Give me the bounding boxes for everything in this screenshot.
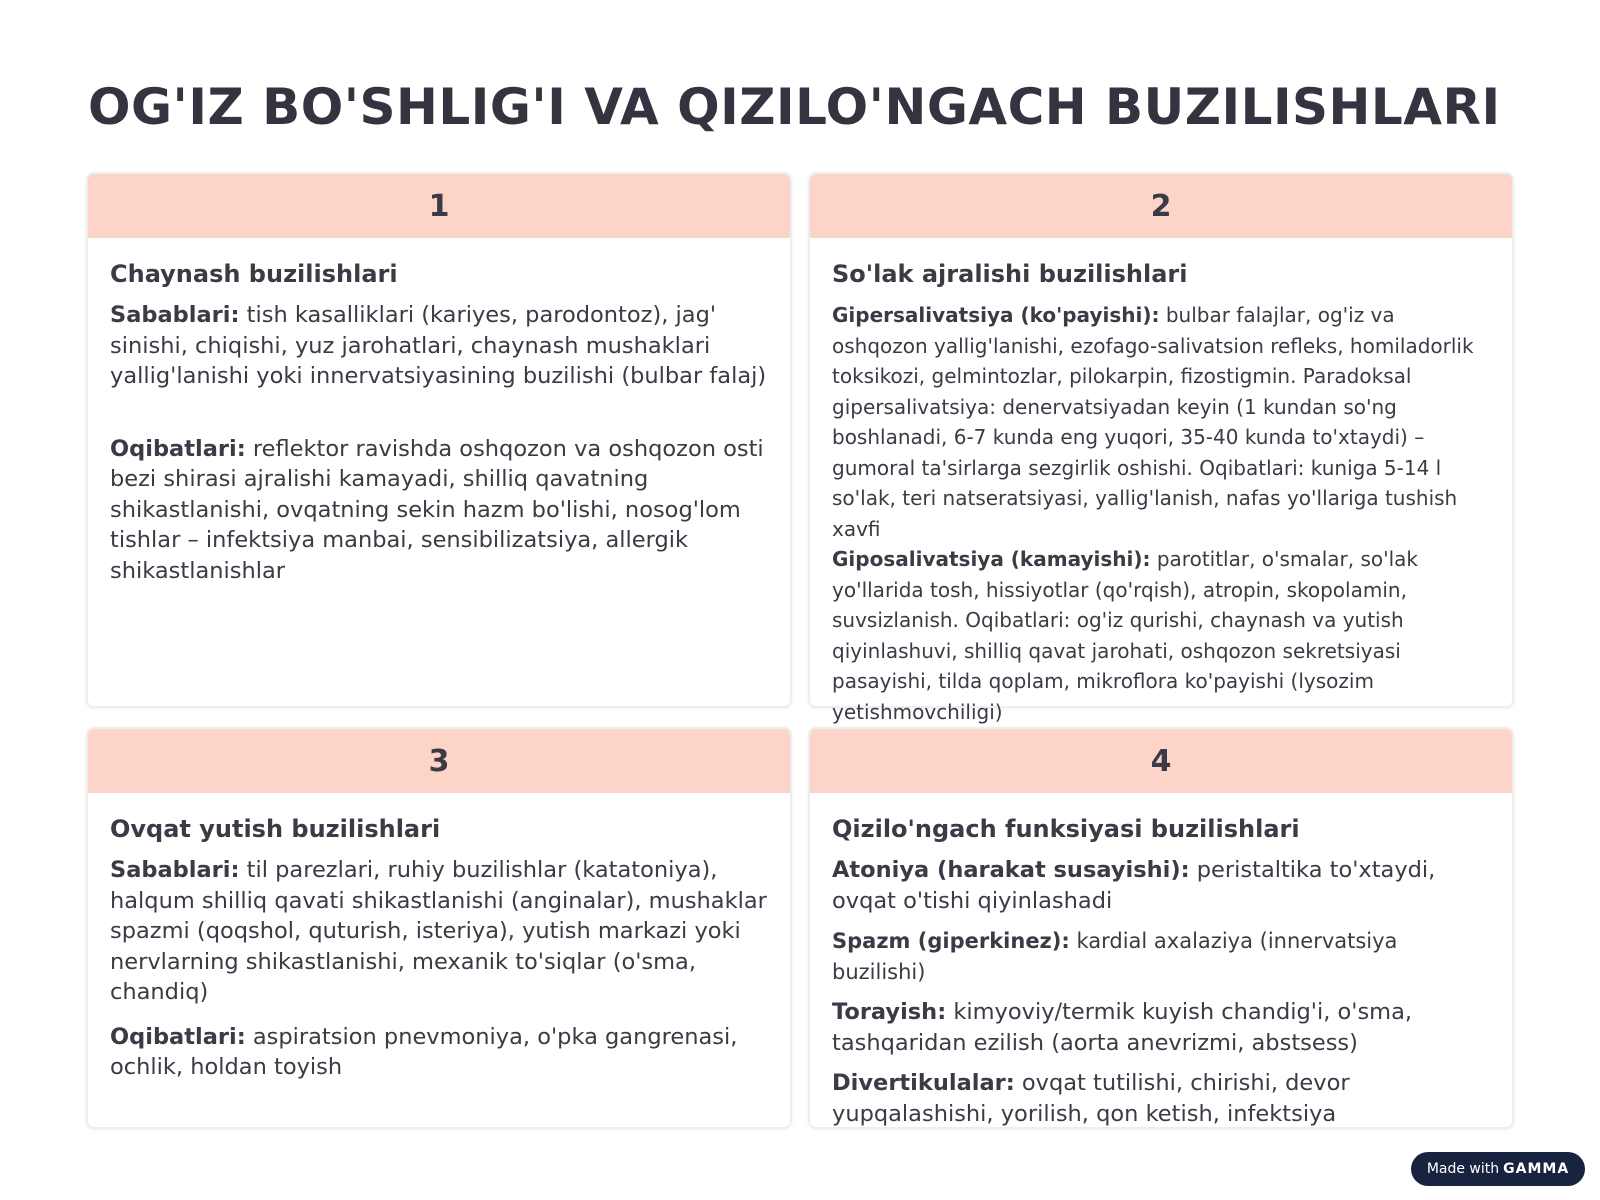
page-title: OG'IZ BO'SHLIG'I VA QIZILO'NGACH BUZILISHLARI: [88, 78, 1501, 136]
card-number: 2: [810, 174, 1512, 238]
card-heading: Ovqat yutish buzilishlari: [110, 815, 441, 843]
causes-label: Sabablari:: [110, 857, 240, 883]
card-3: [86, 727, 792, 1129]
card-2: [808, 172, 1514, 724]
card-body: [88, 238, 790, 586]
card-heading: Chaynash buzilishlari: [110, 260, 398, 288]
card-body: [810, 238, 1512, 727]
card-number: 4: [810, 729, 1512, 793]
card-number: 1: [88, 174, 790, 238]
badge-prefix: Made with: [1426, 1161, 1500, 1177]
card-body: [810, 793, 1512, 1129]
hyposalivation-paragraph: [832, 544, 1490, 727]
hyposalivation-label: Giposalivatsiya (kamayishi):: [832, 547, 1151, 571]
spasm-paragraph: [832, 926, 1490, 987]
diverticula-label: Divertikulalar:: [832, 1070, 1015, 1096]
causes-paragraph: [110, 300, 768, 392]
causes-text: tish kasalliklari (kariyes, parodontoz), jag' sinishi, chiqishi, yuz jarohatlari, chaynash mushaklari yallig'lanishi yoki innervatsiyasining buzilishi (bulbar falaj): [110, 302, 767, 389]
made-with-badge[interactable]: [1411, 1152, 1585, 1186]
diverticula-paragraph: [832, 1068, 1490, 1129]
stricture-label: Torayish:: [832, 999, 947, 1025]
gamma-logo: GAMMA: [1503, 1161, 1570, 1177]
hypersalivation-paragraph: [832, 300, 1490, 544]
consequences-paragraph: [110, 1022, 768, 1083]
hypersalivation-text: bulbar falajlar, og'iz va oshqozon yallig'lanishi, ezofago-salivatsion refleks, homiladorlik toksikozi, gelmintozlar, pilokarpin, fizostigmin. Paradoksal gipersalivatsiya: denervatsiyadan keyin (1 kundan so'ng boshlanadi, 6-7 kunda eng yuqori, 35-40 kunda to'xtaydi) – gumoral ta'sirlarga sezgirlik oshishi. Oqibatlari: kuniga 5-14 l so'lak, teri natseratsiyasi, yallig'lanish, nafas yo'llariga tushish xavfi: [832, 303, 1474, 541]
consequences-label: Oqibatlari:: [110, 1023, 246, 1050]
diverticula-text: ovqat tutilishi, chirishi, devor yupqalashishi, yorilish, qon ketish, infektsiya: [832, 1070, 1350, 1127]
card-4: [808, 727, 1514, 1129]
spasm-label: Spazm (giperkinez):: [832, 929, 1070, 953]
consequences-text: reflektor ravishda oshqozon va oshqozon osti bezi shirasi ajralishi kamayadi, shilliq qavatning shikastlanishi, ovqatning sekin hazm bo'lishi, nosog'lom tishlar – infektsiya manbai, sensibilizatsiya, allergik shikastlanishlar: [110, 435, 764, 584]
stricture-paragraph: [832, 997, 1490, 1058]
spasm-text: kardial axalaziya (innervatsiya buzilishi): [832, 929, 1398, 984]
hypersalivation-label: Gipersalivatsiya (ko'payishi):: [832, 303, 1160, 327]
card-heading: So'lak ajralishi buzilishlari: [832, 260, 1188, 288]
stricture-text: kimyoviy/termik kuyish chandig'i, o'sma, tashqaridan ezilish (aorta anevrizmi, abstsess): [832, 999, 1413, 1056]
consequences-paragraph: [110, 434, 768, 587]
causes-paragraph: [110, 855, 768, 1008]
consequences-label: Oqibatlari:: [110, 435, 246, 462]
card-heading: Qizilo'ngach funksiyasi buzilishlari: [832, 815, 1300, 843]
consequences-text: aspiratsion pnevmoniya, o'pka gangrenasi, ochlik, holdan toyish: [110, 1023, 738, 1080]
card-number: 3: [88, 729, 790, 793]
card-body: [88, 793, 790, 1083]
causes-label: Sabablari:: [110, 302, 240, 328]
causes-text: til parezlari, ruhiy buzilishlar (katatoniya), halqum shilliq qavati shikastlanishi (anginalar), mushaklar spazmi (qoqshol, quturish, isteriya), yutish markazi yoki nervlarning shikastlanishi, mexanik to'siqlar (o'sma, chandiq): [110, 857, 767, 1005]
atony-text: peristaltika to'xtaydi, ovqat o'tishi qiyinlashadi: [832, 857, 1436, 914]
card-1: [86, 172, 792, 708]
hyposalivation-text: parotitlar, o'smalar, so'lak yo'llarida tosh, hissiyotlar (qo'rqish), atropin, skopolamin, suvsizlanish. Oqibatlari: og'iz qurishi, chaynash va yutish qiyinlashuvi, shilliq qavat jarohati, oshqozon sekretsiyasi pasayishi, tilda qoplam, mikroflora ko'payishi (lysozim yetishmovchiligi): [832, 547, 1418, 724]
atony-label: Atoniya (harakat susayishi):: [832, 857, 1190, 883]
atony-paragraph: [832, 855, 1490, 916]
